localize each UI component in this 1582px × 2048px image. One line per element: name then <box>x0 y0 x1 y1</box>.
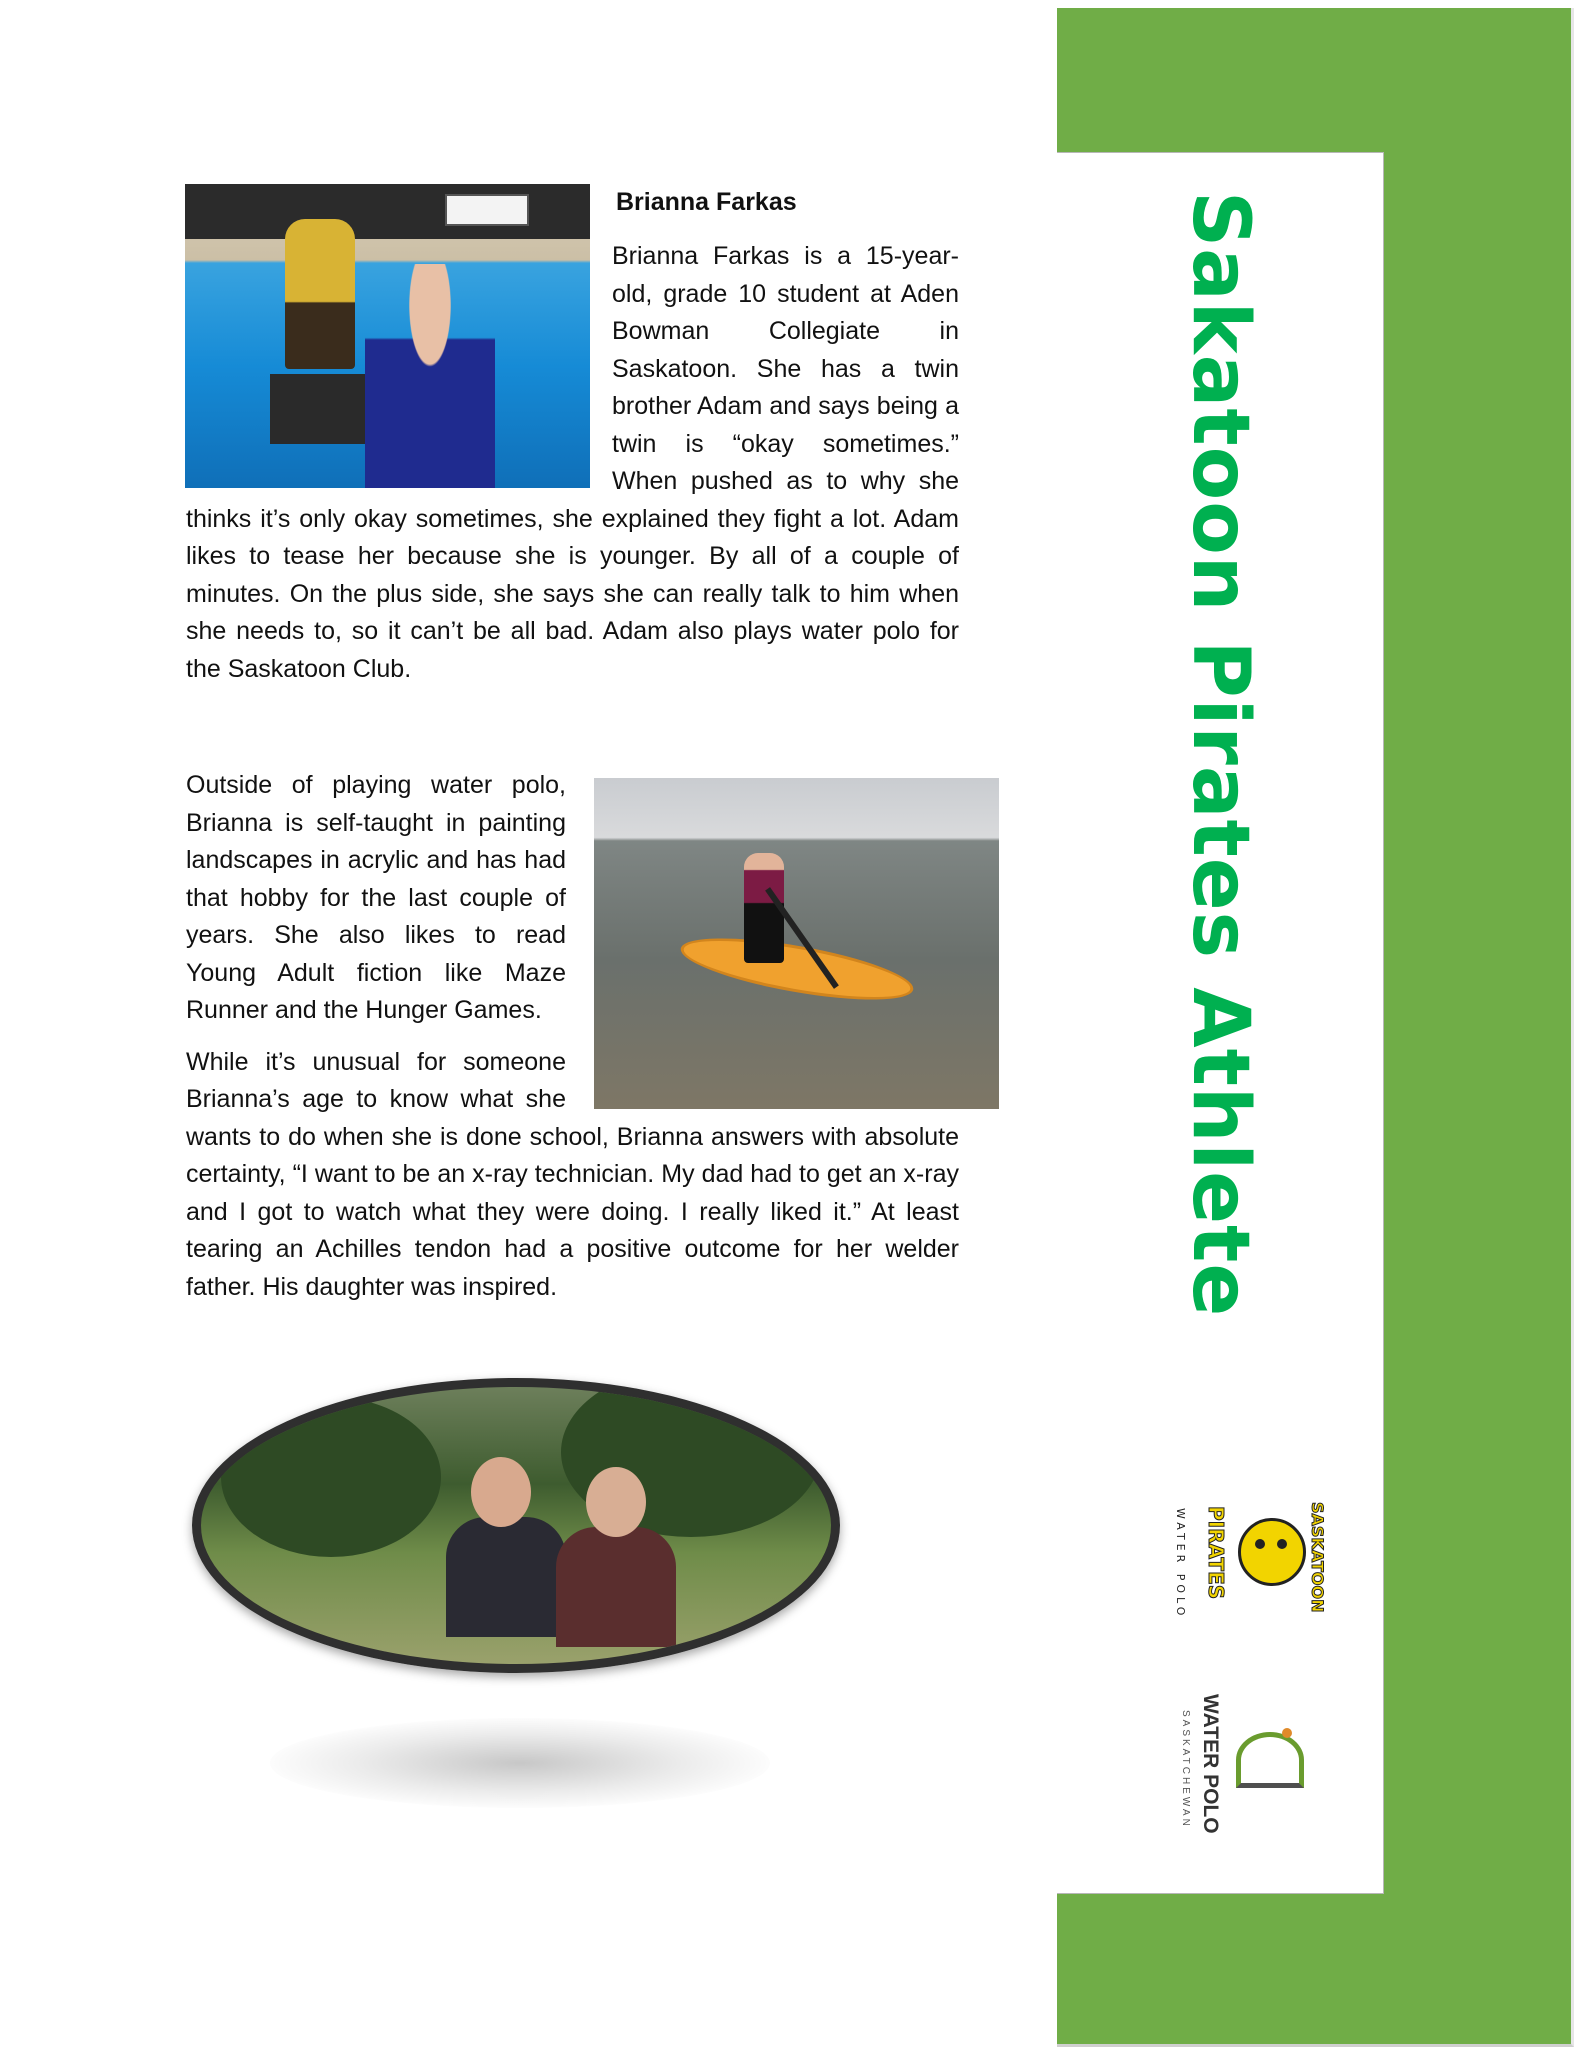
article-paragraph-1: Brianna Farkas is a 15-year-old, grade 10 student at Aden Bowman Collegiate in Saskatoon. She has a twin brother Adam and says being a twin is “okay sometimes.” When pushed as to why she thinks it’s only okay sometimes, she explained they fight a lot. Adam likes to tease her because she is younger. By all of a couple of minutes. On the plus side, she says she can really talk to him when she needs to, so it can’t be all bad. Adam also plays water polo for the Saskatoon Club. <box>186 242 959 683</box>
water-polo-saskatchewan-logo <box>1166 1670 1336 1840</box>
skull-icon <box>1238 1518 1306 1586</box>
photo-pool-wall <box>185 184 590 239</box>
article <box>186 186 959 1306</box>
photo-trophy-pool <box>185 184 590 488</box>
water-polo-mark-icon <box>1236 1732 1304 1788</box>
photo-person-1 <box>446 1517 566 1637</box>
pirates-logo <box>1168 1500 1348 1620</box>
photo-trophy-base <box>270 374 380 444</box>
photo-trophy <box>285 219 355 369</box>
photo-tree-left <box>221 1397 441 1557</box>
photo-twins <box>192 1378 840 1673</box>
photo-person-2 <box>556 1527 676 1647</box>
pirates-logo-word: PIRATES <box>1204 1506 1228 1600</box>
article-title: Brianna Farkas <box>616 188 797 216</box>
sidebar-title: Sakatoon Pirates Athlete <box>1175 191 1265 1318</box>
photo-board <box>677 926 917 1012</box>
oval-photo-reflection <box>270 1718 770 1808</box>
wpsk-logo-sub: SASKATCHEWAN <box>1180 1710 1191 1829</box>
photo-face-2 <box>586 1467 646 1537</box>
photo-pool-banner <box>445 194 529 226</box>
ball-icon <box>1282 1728 1292 1738</box>
article-paragraph-3: While it’s unusual for someone Brianna’s age to know what she wants to do when she is done school, Brianna answers with absolute certainty, “I want to be an x-ray technician. My dad had to get an x-ray and I got to watch what they were doing. I really liked it.” At least tearing an Achilles tendon had a positive outcome for her welder father. His daughter was inspired. <box>186 1047 959 1301</box>
photo-athlete <box>365 264 495 488</box>
pirates-logo-city: SASKATOON <box>1308 1502 1327 1613</box>
pirates-logo-caption: WATER POLO <box>1174 1508 1187 1620</box>
oval-photo-frame <box>192 1378 840 1673</box>
photo-paddleboard <box>594 778 999 1109</box>
wpsk-logo-main: WATER POLO <box>1199 1694 1222 1834</box>
article-paragraph-2 <box>186 767 959 1030</box>
article-paragraph-2-text: Outside of playing water polo, Brianna is self-taught in painting landscapes in acrylic and has had that hobby for the last couple of years. She also likes to read Young Adult fiction like Maze Runner and the Hunger Games. <box>186 771 566 1024</box>
photo-face-1 <box>471 1457 531 1527</box>
